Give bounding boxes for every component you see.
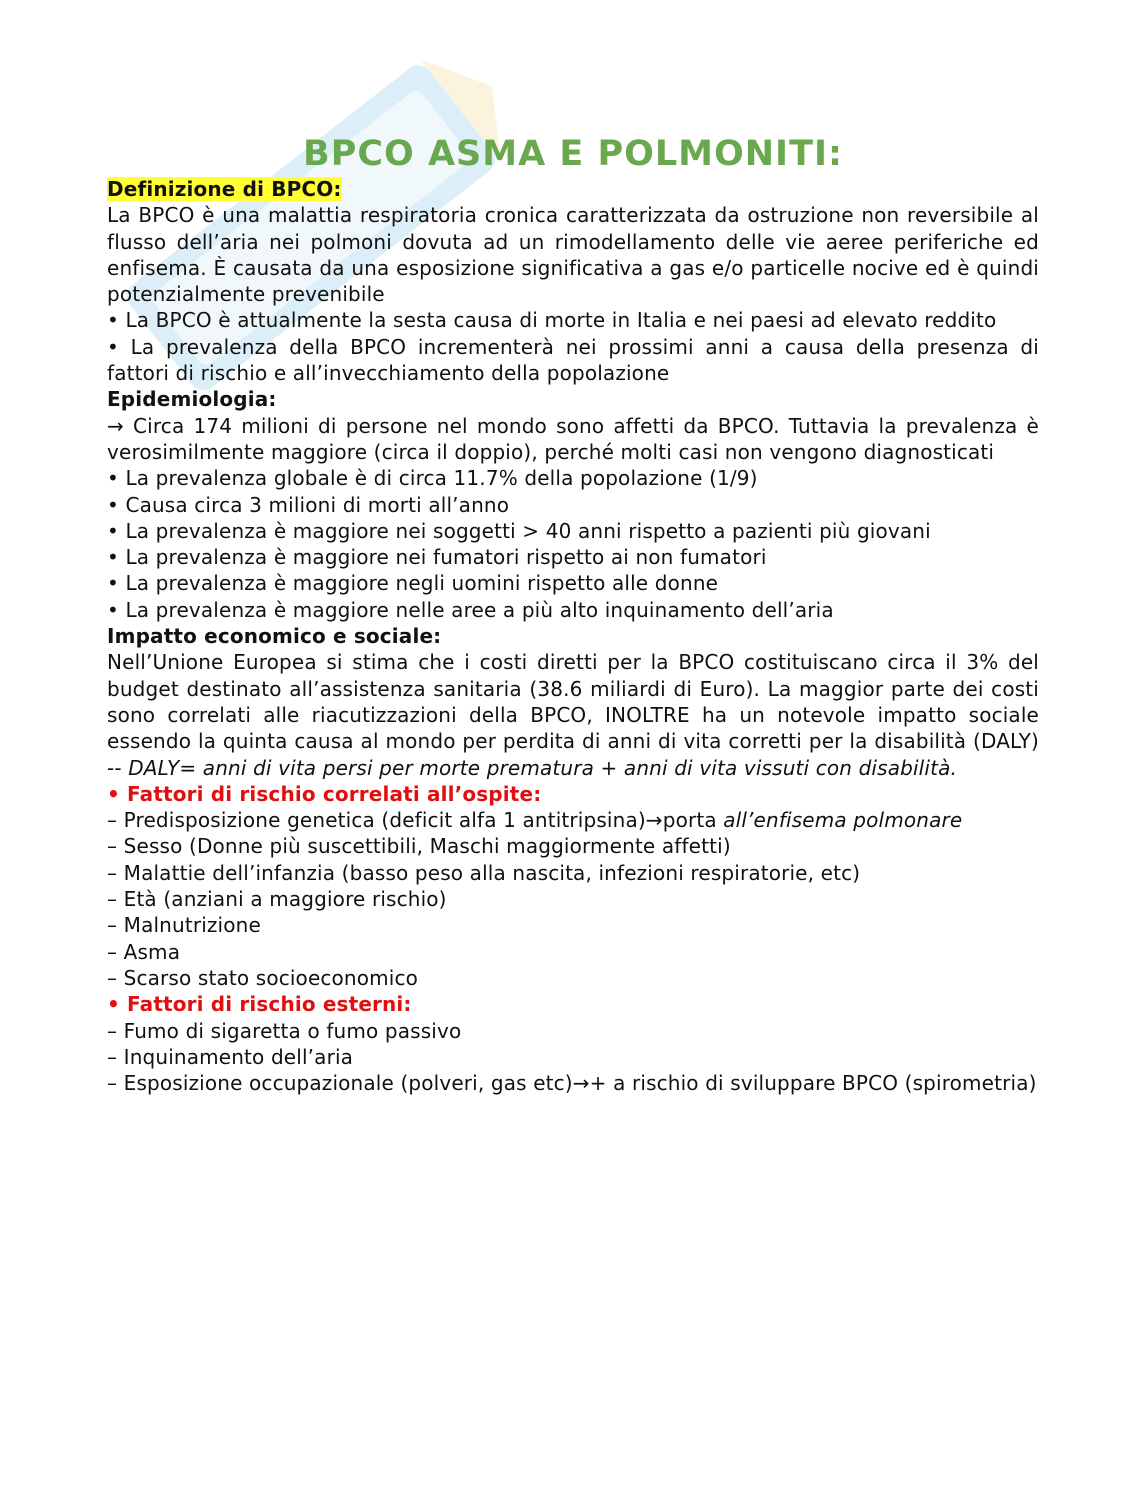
host-risk-item: – Asma — [107, 939, 181, 964]
host-risk-item: – Sesso (Donne più suscettibili, Maschi maggiormente affetti) — [107, 834, 731, 859]
definition-bullet: • La BPCO è attualmente la sesta causa di morte in Italia e nei paesi ad elevato reddito — [107, 308, 997, 333]
section-heading-host-risk: • Fattori di rischio correlati all’ospite: — [107, 781, 542, 806]
host-risk-item: – Scarso stato socioeconomico — [107, 965, 419, 990]
external-risk-item: – Inquinamento dell’aria — [107, 1044, 354, 1069]
epidemiology-bullet: • La prevalenza globale è di circa 11.7% della popolazione (1/9) — [107, 466, 758, 491]
external-risk-item: – Esposizione occupazionale (polveri, gas etc)→+ a rischio di sviluppare BPCO (spirometria) — [107, 1071, 1037, 1096]
host-risk-item — [107, 807, 1039, 833]
epidemiology-bullet: • Causa circa 3 milioni di morti all’anno — [107, 492, 510, 517]
daly-definition: DALY= anni di vita persi per morte prematura + anni di vita vissuti con disabilità. — [128, 755, 957, 780]
epidemiology-bullet: • La prevalenza è maggiore nei soggetti > 40 anni rispetto a pazienti più giovani — [107, 518, 931, 543]
host-risk-item: – Età (anziani a maggiore rischio) — [107, 887, 447, 912]
definition-bullet: • La prevalenza della BPCO incrementerà nei prossimi anni a causa della presenza di fattori di rischio e all’invecchiamento della popolazione — [107, 334, 1039, 386]
section-heading-impatto: Impatto economico e sociale: — [107, 624, 442, 649]
epidemiology-bullet: • La prevalenza è maggiore nelle aree a più alto inquinamento dell’aria — [107, 597, 834, 622]
epidemiology-bullet: • La prevalenza è maggiore negli uomini rispetto alle donne — [107, 571, 719, 596]
section-heading-epidemiologia: Epidemiologia: — [107, 387, 277, 412]
document-page — [107, 132, 1039, 1096]
document-title: BPCO ASMA E POLMONITI: — [303, 134, 843, 174]
host-risk-item: – Malnutrizione — [107, 913, 261, 938]
section-heading-external-risk: • Fattori di rischio esterni: — [107, 992, 412, 1017]
epidemiology-bullet: • La prevalenza è maggiore nei fumatori rispetto ai non fumatori — [107, 545, 767, 570]
host-risk-text: – Predisposizione genetica (deficit alfa 1 antitripsina)→porta — [107, 808, 724, 833]
epidemiology-paragraph: → Circa 174 milioni di persone nel mondo sono affetti da BPCO. Tuttavia la prevalenza è verosimilmente maggiore (circa il doppio), perché molti casi non vengono diagnosticati — [107, 413, 1039, 464]
highlighted-heading-text: Definizione di BPCO: — [107, 177, 342, 201]
impact-text: Nell’Unione Europea si stima che i costi diretti per la BPCO costituiscano circa il 3% del budget destinato all’assistenza sanitaria (38.6 miliardi di Euro). La maggior parte dei costi sono correlati alle riacutizzazioni della BPCO, INOLTRE ha un notevole impatto sociale essendo la quinta causa al mondo per perdita di anni di vita corretti per la disabilità (DALY) -- — [107, 650, 1039, 780]
definition-paragraph: La BPCO è una malattia respiratoria cronica caratterizzata da ostruzione non reversibile al flusso dell’aria nei polmoni dovuta ad un rimodellamento delle vie aeree periferiche ed enfisema. È causata da una esposizione significativa a gas e/o particelle nocive ed è quindi potenzialmente prevenibile — [107, 203, 1039, 307]
section-heading-definizione — [107, 176, 1039, 202]
host-risk-italic: all’enfisema polmonare — [723, 808, 963, 833]
external-risk-item: – Fumo di sigaretta o fumo passivo — [107, 1018, 462, 1043]
impact-paragraph — [107, 649, 1039, 780]
host-risk-item: – Malattie dell’infanzia (basso peso alla nascita, infezioni respiratorie, etc) — [107, 860, 861, 885]
